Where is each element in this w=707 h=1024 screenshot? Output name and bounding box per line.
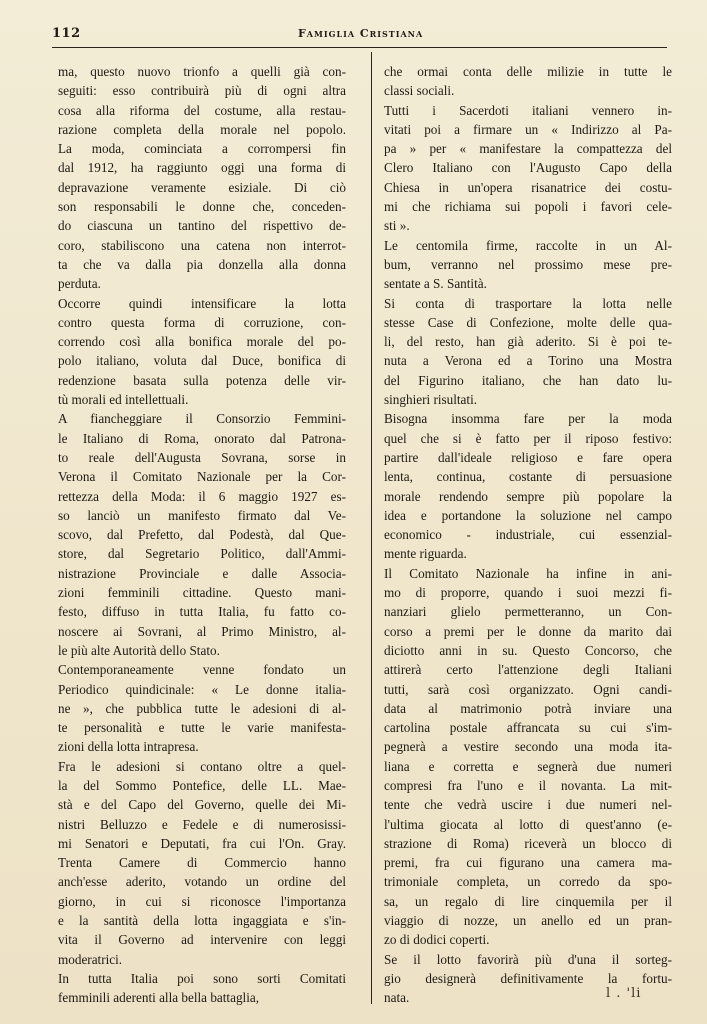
text-line: razione completa della morale nel popolo. <box>58 121 346 137</box>
text-line: Si conta di trasportare la lotta nelle <box>384 295 672 311</box>
left-column <box>58 62 346 1008</box>
right-column <box>384 62 672 1008</box>
text-line: anch'esse aderito, votando un ordine del <box>58 874 346 890</box>
text-line: do ciascuna un tantino del rispettivo de- <box>58 218 346 234</box>
text-line: nanziari glielo permetteranno, un Con- <box>384 604 672 620</box>
text-line: attirerà certo l'attenzione degli Italiani <box>384 662 672 678</box>
text-line: sti ». <box>384 218 410 234</box>
text-line: stesse Case di Confezione, molte delle qua- <box>384 314 672 330</box>
text-line: Fra le adesioni si contano oltre a quel- <box>58 758 346 774</box>
text-line: trimoniale completa, un corredo da spo- <box>384 874 672 890</box>
text-line: idea e portandone la soluzione nel campo <box>384 507 672 523</box>
text-line: premi, fra cui figurano una camera ma- <box>384 855 672 871</box>
text-line: te personalità e tutte le varie manifesta- <box>58 720 346 736</box>
text-line: redenzione basata sulla potenza delle vir- <box>58 372 346 388</box>
text-line: polo italiano, voluta dal Duce, bonifica di <box>58 353 346 369</box>
text-line: coro, stabiliscono una catena non interrot- <box>58 237 346 253</box>
text-line: morale rendendo sempre più popolare la <box>384 488 672 504</box>
text-line: tù morali ed intellettuali. <box>58 392 189 408</box>
text-line: scovo, dal Prefetto, dal Podestà, dal Que- <box>58 527 346 543</box>
text-line: seguiti: esso contribuirà più di ogni altra <box>58 83 346 99</box>
text-line: Chiesa in un'opera risanatrice dei costu- <box>384 179 672 195</box>
text-line: depravazione veramente esiziale. Di ciò <box>58 179 346 195</box>
text-line: cartolina postale affrancata su cui s'im- <box>384 720 672 736</box>
text-line: rettezza della Moda: il 6 maggio 1927 es- <box>58 488 346 504</box>
text-line: nistri Belluzzo e Fedele e di numerosissi- <box>58 816 346 832</box>
text-line: li, del resto, han già aderito. Si è poi te- <box>384 334 672 350</box>
text-line: In tutta Italia poi sono sorti Comitati <box>58 970 346 986</box>
text-line: son responsabili le donne che, conceden- <box>58 199 346 215</box>
text-line: Occorre quindi intensificare la lotta <box>58 295 346 311</box>
text-line: femminili aderenti alla bella battaglia, <box>58 990 260 1006</box>
text-line: e la santità della lotta ingaggiata e s'in- <box>58 913 346 929</box>
text-line: Trenta Camere di Commercio hanno <box>58 855 346 871</box>
text-line: Bisogna insomma fare per la moda <box>384 411 672 427</box>
text-line: mi Senatori e Deputati, fra cui l'On. Gray. <box>58 835 346 851</box>
text-line: Tutti i Sacerdoti italiani vennero in- <box>384 102 672 118</box>
text-line: cosa alla riforma del costume, alla restau- <box>58 102 346 118</box>
text-line: dal 1912, ha raggiunto oggi una forma di <box>58 160 346 176</box>
text-line: Verona il Comitato Nazionale per la Cor- <box>58 469 346 485</box>
text-line: quel che si è fatto per il riposo festivo: <box>384 430 672 446</box>
text-line: festo, diffuso in tutta Italia, fu fatto co- <box>58 604 346 620</box>
text-line: corso a premi per le donne da marito dai <box>384 623 672 639</box>
text-line: le Italiano di Roma, onorato dal Patrona- <box>58 430 346 446</box>
text-line: le più alte Autorità dello Stato. <box>58 642 220 658</box>
text-line: moderatrici. <box>58 951 123 967</box>
text-line: viaggio di nozze, un anello ed un pran- <box>384 913 672 929</box>
text-line: data al matrimonio potrà inviare una <box>384 700 672 716</box>
text-line: strazione di Roma) riceverà un blocco di <box>384 835 672 851</box>
text-line: sentate a S. Santità. <box>384 276 487 292</box>
text-line: Il Comitato Nazionale ha infine in ani- <box>384 565 672 581</box>
text-line: singhieri risultati. <box>384 392 478 408</box>
text-line: Le centomila firme, raccolte in un Al- <box>384 237 672 253</box>
text-line: pa » per « manifestare la compattezza del <box>384 141 672 157</box>
text-line: ma, questo nuovo trionfo a quelli già con- <box>58 64 346 79</box>
text-line: tente che vedrà uscire i due numeri nel- <box>384 797 672 813</box>
text-line: economico - industriale, cui essenzial- <box>384 527 672 543</box>
text-line: del Figurino italiano, che han dato lu- <box>384 372 672 388</box>
page-number: 112 <box>52 26 81 41</box>
bottom-corner-mark: l . 'li <box>606 986 642 1001</box>
text-line: classi sociali. <box>384 83 455 99</box>
text-line: che ormai conta delle milizie in tutte le <box>384 64 672 79</box>
text-line: lenta, continua, costante di persuasione <box>384 469 672 485</box>
text-line: bum, verranno nel prossimo mese pre- <box>384 256 672 272</box>
text-line: contro questa forma di corruzione, con- <box>58 314 346 330</box>
text-line: gio designerà definitivamente la fortu- <box>384 970 672 986</box>
text-line: nuta a Verona ed a Torino una Mostra <box>384 353 672 369</box>
text-line: mente riguarda. <box>384 546 467 562</box>
text-line: ta che va dalla pia donzella alla donna <box>58 256 346 272</box>
text-line: partire dall'ideale religioso e fare opera <box>384 449 672 465</box>
text-line: store, dal Segretario Politico, dall'Ammi- <box>58 546 346 562</box>
text-line: La moda, cominciata a corrompersi fin <box>58 141 346 157</box>
running-title: Famiglia Cristiana <box>298 27 424 40</box>
text-line: giorno, in cui si riconosce l'importanza <box>58 893 346 909</box>
text-line: liana e corretta e segnerà due numeri <box>384 758 672 774</box>
text-line: noscere ai Sovrani, al Primo Ministro, al- <box>58 623 346 639</box>
text-line: vita il Governo ad intervenire con leggi <box>58 932 346 948</box>
column-divider <box>371 52 372 1004</box>
text-line: Se il lotto favorirà più d'una il sorteg- <box>384 951 672 967</box>
text-line: tutti, sarà così organizzato. Ogni candi- <box>384 681 672 697</box>
text-line: la del Sommo Pontefice, delle LL. Mae- <box>58 777 346 793</box>
text-line: mo di proporre, quando i suoi mezzi fi- <box>384 585 672 601</box>
text-line: vitati poi a firmare un « Indirizzo al Pa- <box>384 121 672 137</box>
text-line: pegnerà a vestire secondo una moda ita- <box>384 739 672 755</box>
text-line: diciotto anni in su. Questo Concorso, che <box>384 642 672 658</box>
text-line: so lanciò un manifesto firmato dal Ve- <box>58 507 346 523</box>
text-line: zo di dodici coperti. <box>384 932 490 948</box>
text-line: stà e del Capo del Governo, quelle dei Mi- <box>58 797 346 813</box>
text-line: nistrazione Provinciale e dalle Associa- <box>58 565 346 581</box>
text-line: ne », che pubblica tutte le adesioni di al- <box>58 700 346 716</box>
text-line: compresi fra l'uno e il novanta. La mit- <box>384 777 672 793</box>
text-line: Periodico quindicinale: « Le donne italia- <box>58 681 346 697</box>
text-line: to reale dell'Augusta Sovrana, sorse in <box>58 449 346 465</box>
text-line: l'ultima giocata al lotto di quest'anno (e- <box>384 816 672 832</box>
text-line: correndo così alla bonifica morale del po- <box>58 334 346 350</box>
text-line: sa, un regalo di lire cinquemila per il <box>384 893 672 909</box>
header-rule <box>52 47 667 48</box>
text-line: mi che richiama sui popoli i favori cele- <box>384 199 672 215</box>
text-line: Contemporaneamente venne fondato un <box>58 662 346 678</box>
text-line: zioni della lotta intrapresa. <box>58 739 199 755</box>
text-line: A fiancheggiare il Consorzio Femmini- <box>58 411 346 427</box>
text-line: nata. <box>384 990 410 1006</box>
text-line: perduta. <box>58 276 101 292</box>
page-header <box>52 26 667 46</box>
text-line: Clero Italiano con l'Augusto Capo della <box>384 160 672 176</box>
text-line: zioni femminili cittadine. Questo mani- <box>58 585 346 601</box>
